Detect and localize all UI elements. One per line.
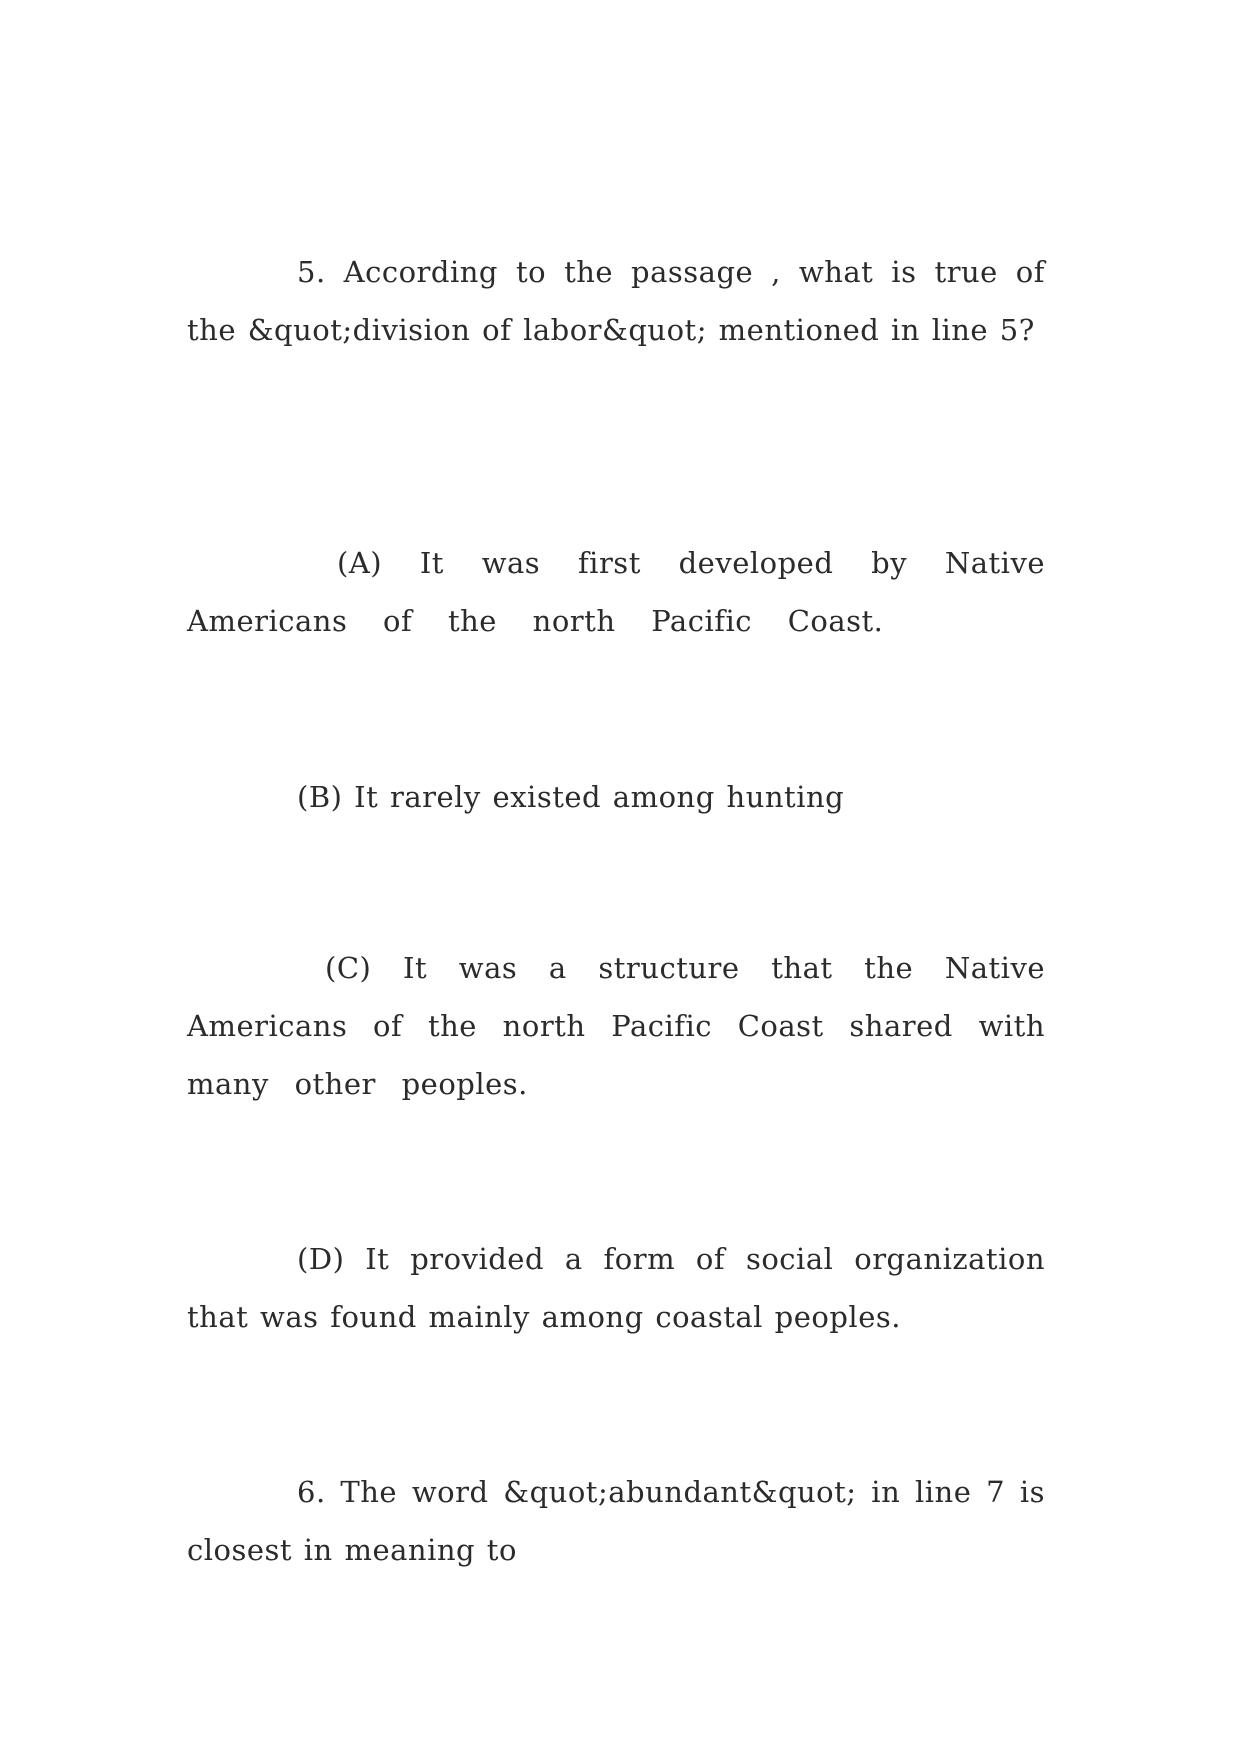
- question-5-option-b: (B) It rarely existed among hunting: [297, 780, 845, 814]
- question-6-stem: 6. The word &quot;abundant&quot; in line 7 is closest in meaning to: [187, 1475, 1045, 1567]
- question-5-stem: 5. According to the passage , what is true of the &quot;division of labor&quot; mentioned in line 5?: [187, 255, 1045, 347]
- question-5-option-d: (D) It provided a form of social organization that was found mainly among coastal peoples.: [187, 1242, 1045, 1334]
- question-5-option-a: (A) It was first developed by Native Americans of the north Pacific Coast.: [187, 546, 1045, 638]
- question-5-option-c: (C) It was a structure that the Native Americans of the north Pacific Coast shared with many other peoples.: [187, 951, 1045, 1101]
